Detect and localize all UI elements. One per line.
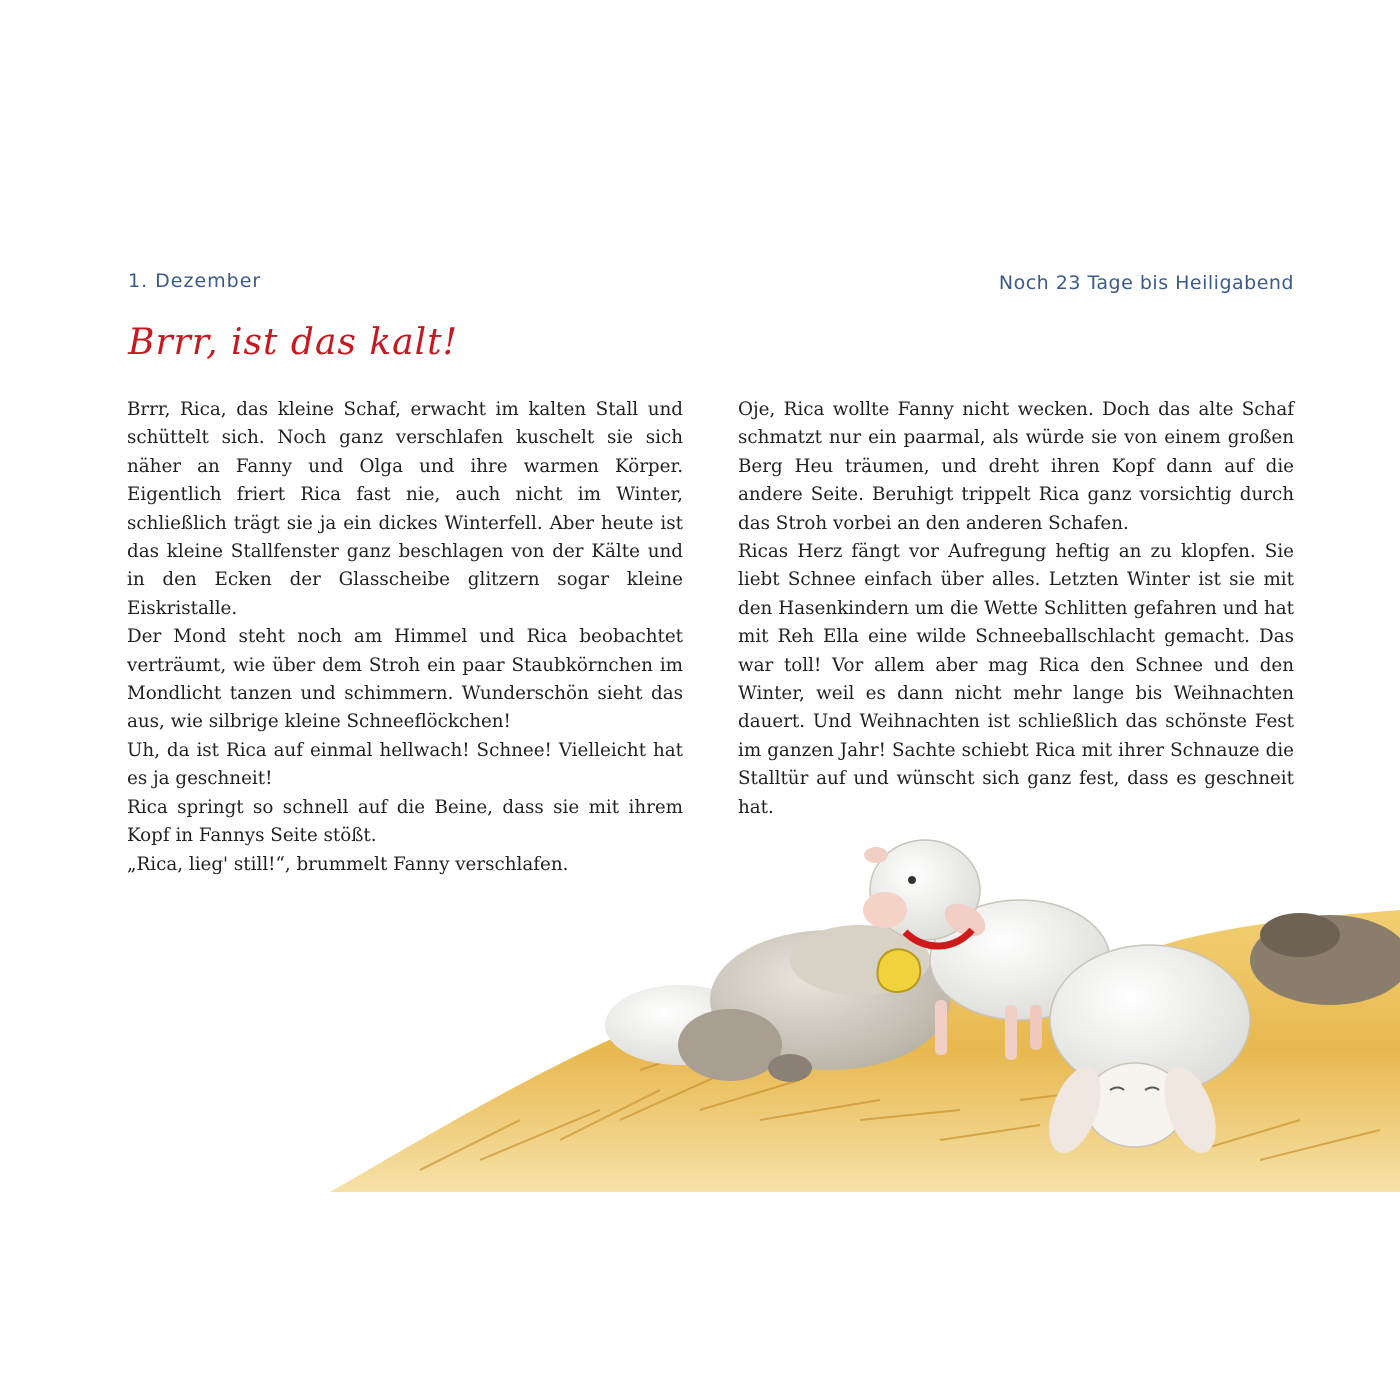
countdown-label: Noch 23 Tage bis Heiligabend — [998, 272, 1294, 294]
story-paragraph: Ricas Herz fängt vor Aufregung heftig an zu klopfen. Sie liebt Schnee einfach über alles. Letzten Winter ist sie mit den Hasenkindern um die Wette Schlitten gefahren und hat mit Reh Ella eine wilde Schneeballschlacht gemacht. Das war toll! Vor allem aber mag Rica den Schnee und den Winter, weil es dann nicht mehr lange bis Weihnachten dauert. Und Weihnachten ist schließlich das schönste Fest im ganzen Jahr! Sachte schiebt Rica mit ihrer Schnauze die Stalltür auf und wünscht sich ganz fest, dass es geschneit hat. — [738, 541, 1294, 818]
chapter-title: Brrr, ist das kalt! — [128, 322, 459, 363]
story-paragraph: „Rica, lieg' still!“, brummelt Fanny verschlafen. — [127, 853, 569, 875]
sleeping-sheep-head — [678, 1009, 782, 1081]
story-paragraph: Brrr, Rica, das kleine Schaf, erwacht im kalten Stall und schüttelt sich. Noch ganz verschlafen kuschelt sie sich näher an Fanny und Olga und ihre warmen Körper. Eigentlich friert Rica fast nie, auch nicht im Winter, schließlich trägt sie ja ein dickes Winterfell. Aber heute ist das kleine Stallfenster ganz beschlagen von der Kälte und in den Ecken der Glasscheibe glitzern sogar kleine Eiskristalle. — [127, 399, 683, 619]
story-paragraph: Rica springt so schnell auf die Beine, dass sie mit ihrem Kopf in Fannys Seite stößt. — [127, 796, 683, 847]
story-paragraph: Oje, Rica wollte Fanny nicht wecken. Doch das alte Schaf schmatzt nur ein paarmal, als würde sie von einem großen Berg Heu träumen, und dreht ihren Kopf dann auf die andere Seite. Beruhigt trippelt Rica ganz vorsichtig durch das Stroh vorbei an den anderen Schafen. — [738, 399, 1294, 534]
date-label: 1. Dezember — [128, 270, 262, 292]
story-column-left — [127, 396, 683, 879]
story-column-right — [738, 396, 1294, 822]
lamb-bell — [878, 949, 921, 992]
sheep-straw-illustration — [0, 820, 1400, 1210]
story-paragraph: Uh, da ist Rica auf einmal hellwach! Schnee! Vielleicht hat es ja geschneit! — [127, 739, 683, 790]
story-paragraph: Der Mond steht noch am Himmel und Rica beobachtet verträumt, wie über dem Stroh ein paar Staubkörnchen im Mondlicht tanzen und schimmern. Wunderschön sieht das aus, wie silbrige kleine Schneeflöckchen! — [127, 626, 683, 733]
